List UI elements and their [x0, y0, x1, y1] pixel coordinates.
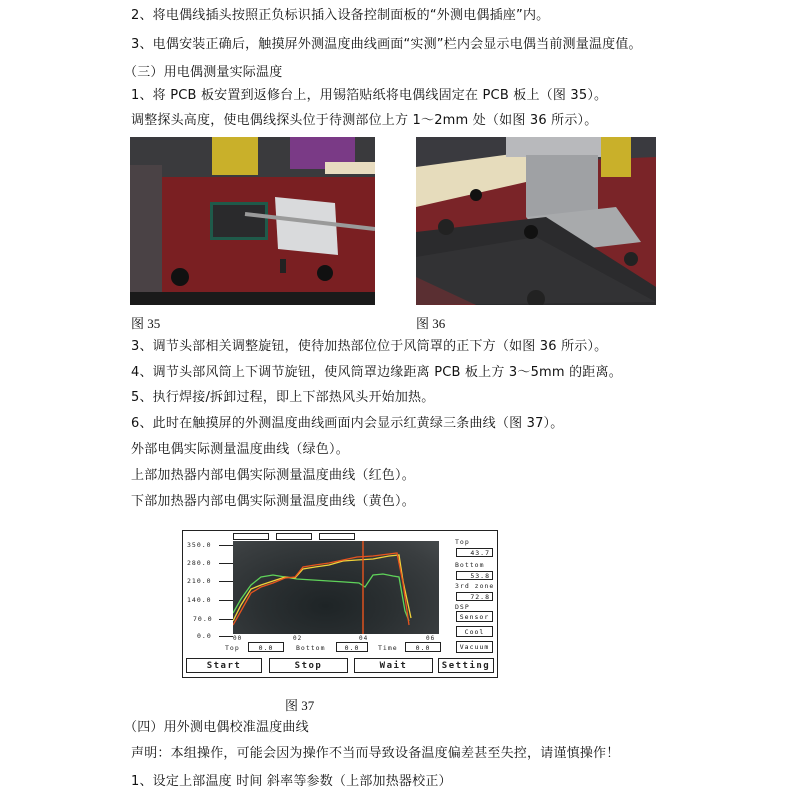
- y-tick-label: 280.0: [187, 559, 212, 567]
- y-tick-mark: [219, 563, 233, 564]
- x-tick-label: 04: [359, 635, 369, 642]
- figure-36-photo: [416, 137, 656, 305]
- green-curve-text: 外部电偶实际测量温度曲线（绿色）。: [131, 442, 349, 457]
- red-curve: [233, 553, 409, 625]
- top-readout-box-3: [319, 533, 355, 540]
- temperature-curves: [233, 541, 439, 634]
- s3-step-3-text: 3、调节头部相关调整旋钮，使待加热部位位于风筒罩的正下方（如图 36 所示）。: [131, 339, 608, 354]
- hmi-temperature-curve-screen: [182, 530, 498, 678]
- top-readout-box-2: [276, 533, 312, 540]
- y-tick-mark: [219, 581, 233, 582]
- figure-35-caption: 图 35: [131, 316, 161, 331]
- warning-text: 声明：本组操作，可能会因为操作不当而导致设备温度偏差甚至失控，请谨慎操作！: [131, 746, 620, 761]
- top-setpoint-label: Top: [225, 644, 240, 652]
- x-tick-label: 00: [233, 635, 243, 642]
- zone3-temp-label: 3rd zone: [455, 582, 495, 590]
- y-tick-mark: [219, 619, 233, 620]
- bottom-setpoint-field[interactable]: 0.0: [336, 642, 368, 652]
- setting-button[interactable]: Setting: [438, 658, 494, 673]
- bottom-temp-label: Bottom: [455, 561, 485, 569]
- yellow-curve-text: 下部加热器内部电偶实际测量温度曲线（黄色）。: [131, 494, 415, 509]
- y-tick-label: 210.0: [187, 577, 212, 585]
- start-button[interactable]: Start: [186, 658, 262, 673]
- red-curve-text: 上部加热器内部电偶实际测量温度曲线（红色）。: [131, 468, 415, 483]
- y-tick-label: 70.0: [193, 615, 213, 623]
- hot-air-nozzle-photo: [416, 137, 656, 305]
- figure-35-photo: [130, 137, 375, 305]
- step-3-text: 3、电偶安装正确后，触摸屏外测温度曲线画面“实测”栏内会显示电偶当前测量温度值。: [131, 37, 642, 52]
- y-tick-label: 0.0: [197, 632, 212, 640]
- bottom-setpoint-label: Bottom: [296, 644, 326, 652]
- x-tick-label: 02: [293, 635, 303, 642]
- y-tick-label: 350.0: [187, 541, 212, 549]
- s3-adjust-text: 调整探头高度，使电偶线探头位于待测部位上方 1～2mm 处（如图 36 所示）。: [131, 113, 598, 128]
- y-tick-label: 140.0: [187, 596, 212, 604]
- dsp-label: DSP: [455, 603, 470, 611]
- figure-37-caption: 图 37: [285, 698, 315, 713]
- top-temp-label: Top: [455, 538, 470, 546]
- temperature-curve-plot: [233, 541, 439, 634]
- s3-step-5-text: 5、执行焊接/拆卸过程，即上下部热风头开始加热。: [131, 390, 435, 405]
- zone3-temp-value: 72.8: [456, 592, 493, 601]
- bottom-temp-value: 53.8: [456, 571, 493, 580]
- section-3-heading: （三）用电偶测量实际温度: [124, 65, 283, 80]
- section-4-heading: （四）用外测电偶校准温度曲线: [124, 720, 309, 735]
- sensor-button[interactable]: Sensor: [456, 611, 493, 622]
- vacuum-button[interactable]: Vacuum: [456, 641, 493, 653]
- top-temp-value: 43.7: [456, 548, 493, 557]
- y-tick-mark: [219, 600, 233, 601]
- pcb-thermocouple-photo: [130, 137, 375, 305]
- s3-step-6-text: 6、此时在触摸屏的外测温度曲线画面内会显示红黄绿三条曲线（图 37）。: [131, 416, 564, 431]
- time-label: Time: [378, 644, 398, 652]
- s3-step-1-text: 1、将 PCB 板安置到返修台上，用锡箔贴纸将电偶线固定在 PCB 板上（图 35）。: [131, 88, 608, 103]
- stop-button[interactable]: Stop: [269, 658, 348, 673]
- time-field[interactable]: 0.0: [405, 642, 441, 652]
- cool-button[interactable]: Cool: [456, 626, 493, 637]
- s3-step-4-text: 4、调节头部风筒上下调节旋钮，使风筒罩边缘距离 PCB 板上方 3～5mm 的距离。: [131, 365, 622, 380]
- s4-step-1-text: 1、设定上部温度 时间 斜率等参数（上部加热器校正）: [131, 774, 452, 789]
- x-tick-label: 06: [426, 635, 436, 642]
- figure-36-caption: 图 36: [416, 316, 446, 331]
- top-readout-box-1: [233, 533, 269, 540]
- y-tick-mark: [219, 545, 233, 546]
- green-curve: [233, 574, 409, 621]
- step-2-text: 2、将电偶线插头按照正负标识插入设备控制面板的“外测电偶插座”内。: [131, 8, 550, 23]
- wait-button[interactable]: Wait: [354, 658, 433, 673]
- y-tick-mark: [219, 636, 233, 637]
- top-setpoint-field[interactable]: 0.0: [248, 642, 284, 652]
